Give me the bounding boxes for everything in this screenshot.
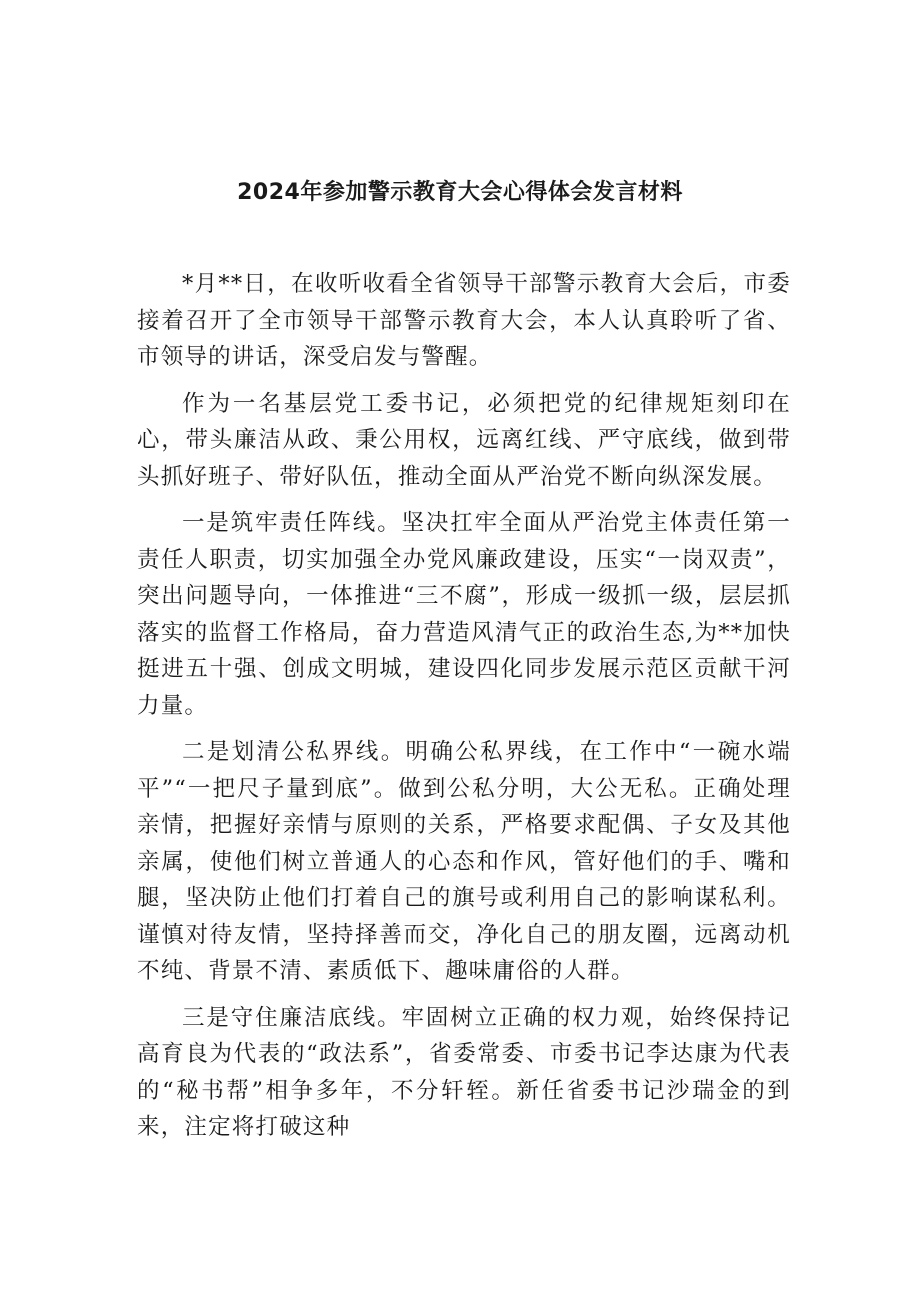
document-title: 2024年参加警示教育大会心得体会发言材料 — [237, 180, 683, 205]
paragraph-point-two: 二是划清公私界线。明确公私界线，在工作中“一碗水端平”“一把尺子量到底”。做到公私分明，大公无私。正确处理亲情，把握好亲情与原则的关系，严格要求配偶、子女及其他亲属，使他们树立普通人的心态和作风，管好他们的手、嘴和腿，坚决防止他们打着自己的旗号或利用自己的影响谋私利。谨慎对待友情，坚持择善而交，净化自己的朋友圈，远离动机不纯、背景不清、素质低下、趣味庸俗的人群。 — [137, 739, 791, 984]
document-body — [137, 266, 791, 1156]
paragraph-point-one: 一是筑牢责任阵线。坚决扛牢全面从严治党主体责任第一责任人职责，切实加强全办党风廉政建设，压实“一岗双责”，突出问题导向，一体推进“三不腐”，形成一级抓一级，层层抓落实的监督工作格局，奋力营造风清气正的政治生态,为**加快挺进五十强、创成文明城，建设四化同步发展示范区贡献干河力量。 — [137, 510, 791, 719]
paragraph-point-three: 三是守住廉洁底线。牢固树立正确的权力观，始终保持记高育良为代表的“政法系”，省委常委、市委书记李达康为代表的“秘书帮”相争多年，不分轩轾。新任省委书记沙瑞金的到来，注定将打破这种 — [137, 1004, 791, 1140]
paragraph-commitment: 作为一名基层党工委书记，必须把党的纪律规矩刻印在心，带头廉洁从政、秉公用权，远离红线、严守底线，做到带头抓好班子、带好队伍，推动全面从严治党不断向纵深发展。 — [137, 390, 791, 490]
paragraph-intro: *月**日，在收听收看全省领导干部警示教育大会后，市委接着召开了全市领导干部警示教育大会，本人认真聆听了省、市领导的讲话，深受启发与警醒。 — [137, 271, 791, 370]
